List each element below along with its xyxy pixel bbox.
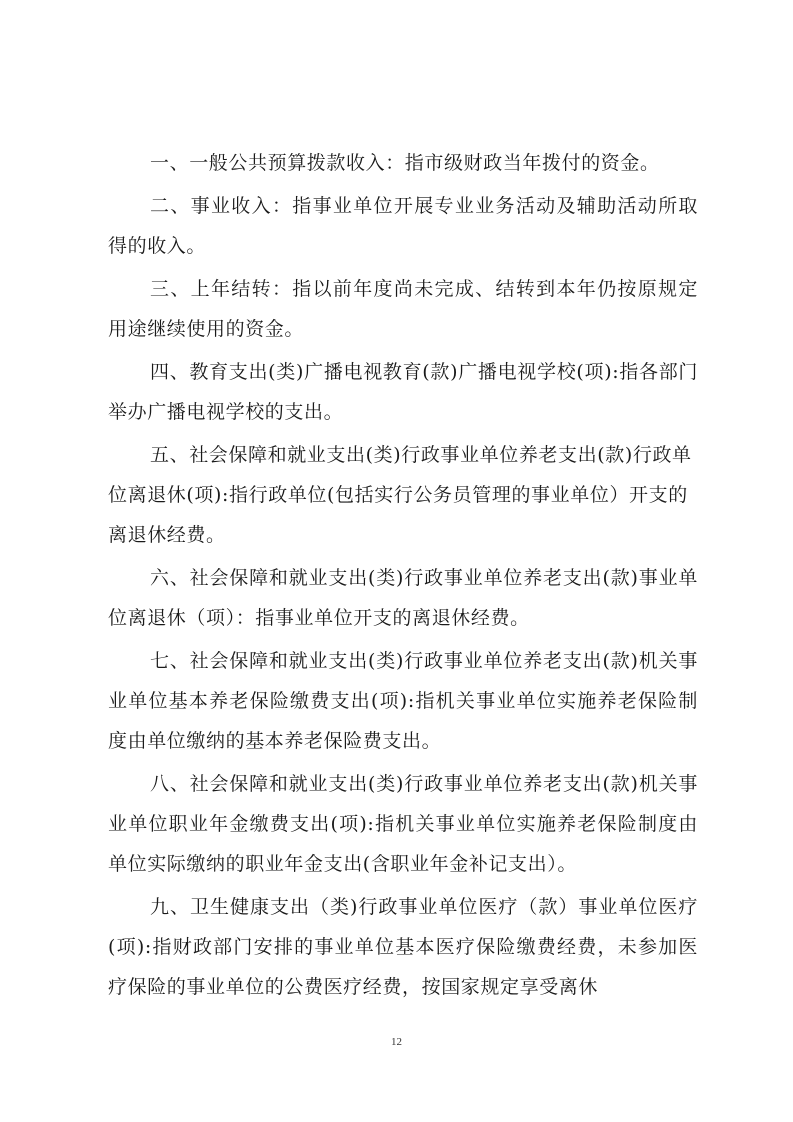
paragraph-business-income: 二、事业收入：指事业单位开展专业业务活动及辅助活动所取得的收入。 [108, 195, 698, 257]
paragraph-basic-pension-insurance: 七、社会保障和就业支出(类)行政事业单位养老支出(款)机关事业单位基本养老保险缴费支出(项):指机关事业单位实施养老保险制度由单位缴纳的基本养老保险费支出。 [108, 650, 698, 752]
paragraph-admin-unit-retirement: 五、社会保障和就业支出(类)行政事业单位养老支出(款)行政单位离退休(项):指行政单位(包括实行公务员管理的事业单位）开支的离退休经费。 [108, 444, 692, 546]
paragraph-prior-year-carryover: 三、上年结转：指以前年度尚未完成、结转到本年仍按原规定用途继续使用的资金。 [108, 278, 698, 340]
paragraph-education-expenditure: 四、教育支出(类)广播电视教育(款)广播电视学校(项):指各部门举办广播电视学校的支出。 [108, 361, 698, 423]
paragraph-public-institution-medical: 九、卫生健康支出（类)行政事业单位医疗（款）事业单位医疗(项):指财政部门安排的事业单位基本医疗保险缴费经费，未参加医疗保险的事业单位的公费医疗经费，按国家规定享受离休 [108, 896, 698, 998]
document-body [108, 143, 698, 1010]
paragraph-occupational-annuity: 八、社会保障和就业支出(类)行政事业单位养老支出(款)机关事业单位职业年金缴费支出(项):指机关事业单位实施养老保险制度由单位实际缴纳的职业年金支出(含职业年金补记支出）。 [108, 773, 698, 875]
page-number: 12 [391, 1036, 402, 1048]
paragraph-general-budget-income: 一、一般公共预算拨款收入：指市级财政当年拨付的资金。 [150, 152, 660, 174]
paragraph-public-institution-retirement: 六、社会保障和就业支出(类)行政事业单位养老支出(款)事业单位离退休（项）：指事业单位开支的离退休经费。 [108, 567, 698, 629]
